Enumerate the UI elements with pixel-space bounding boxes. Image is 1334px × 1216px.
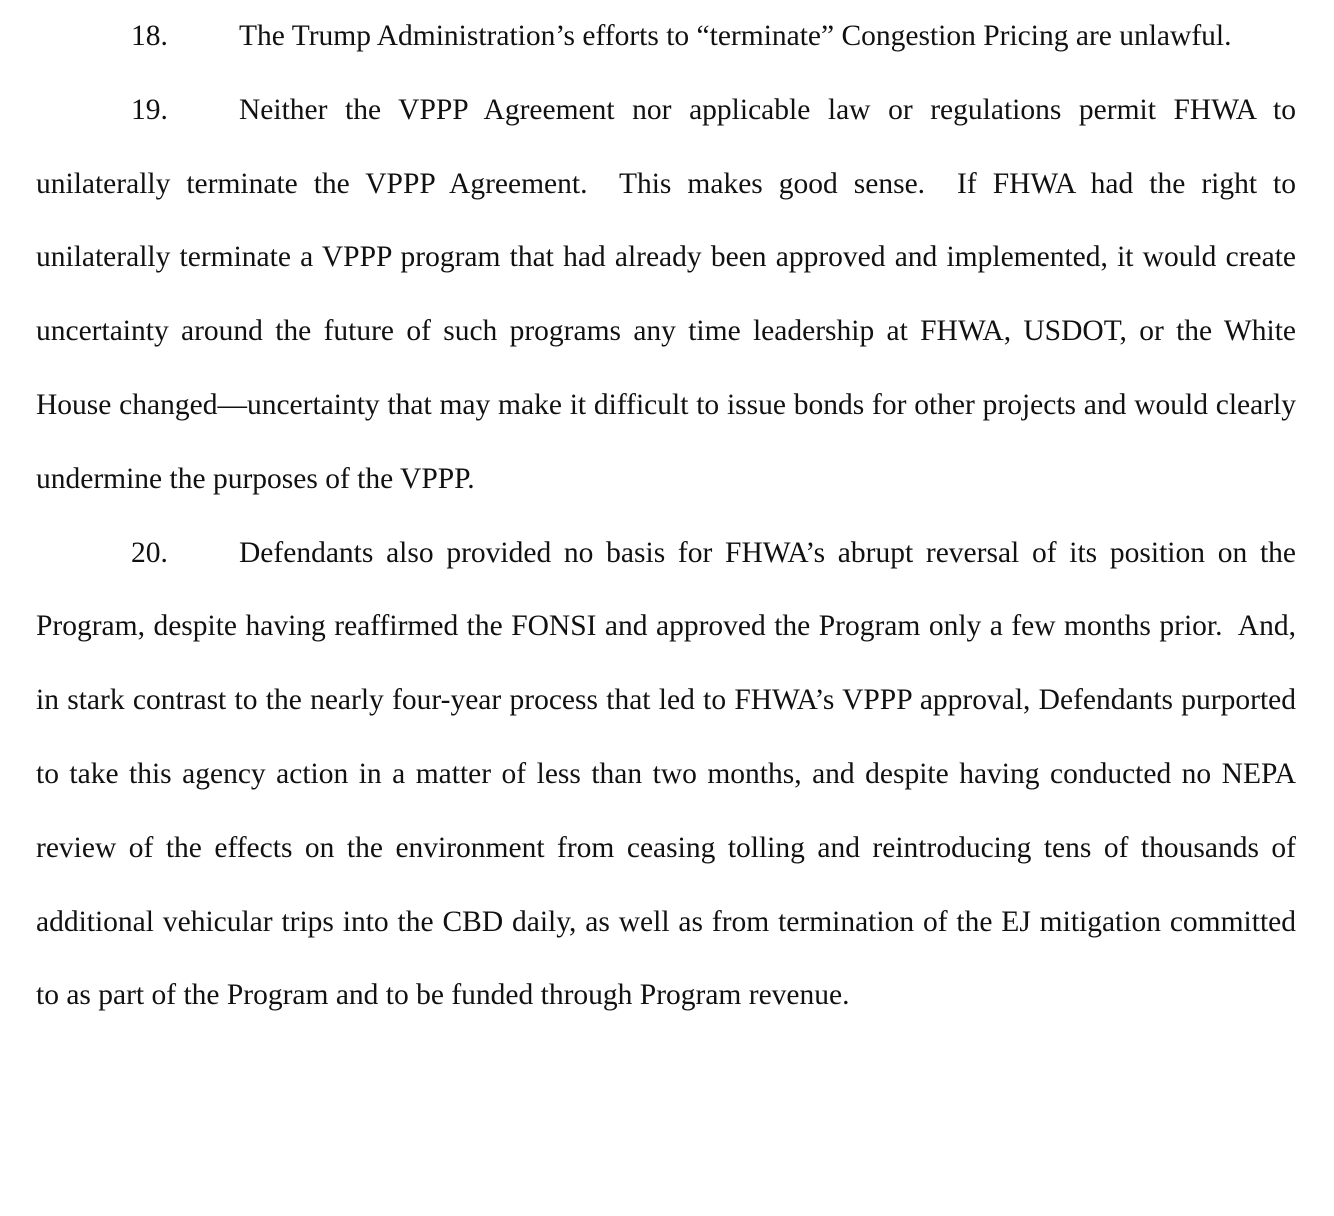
document-page: [36, 0, 1296, 1033]
paragraph-number: 20.: [131, 536, 168, 569]
paragraph-18: [36, 0, 1296, 74]
paragraph-text: The Trump Administration’s efforts to “terminate” Congestion Pricing are unlawful.: [239, 20, 1232, 52]
paragraph-text: Defendants also provided no basis for FHWA’s abrupt reversal of its position on the Program, despite having reaffirmed the FONSI and approved the Program only a few months prior. And, in stark contrast to the nearly four-year process that led to FHWA’s VPPP approval, Defendants purported to take this agency action in a matter of less than two months, and despite having conducted no NEPA review of the effects on the environment from ceasing tolling and reintroducing tens of thousands of additional vehicular trips into the CBD daily, as well as from termination of the EJ mitigation committed to as part of the Program and to be funded through Program revenue.: [36, 536, 1296, 1012]
paragraph-number: 18.: [131, 20, 168, 52]
paragraph-number: 19.: [131, 93, 168, 126]
paragraph-20: [36, 517, 1296, 1034]
paragraph-text: Neither the VPPP Agreement nor applicable law or regulations permit FHWA to unilaterally terminate the VPPP Agreement. This makes good sense. If FHWA had the right to unilaterally terminate a VPPP program that had already been approved and implemented, it would create uncertainty around the future of such programs any time leadership at FHWA, USDOT, or the White House changed—uncertainty that may make it difficult to issue bonds for other projects and would clearly undermine the purposes of the VPPP.: [36, 93, 1296, 495]
paragraph-19: [36, 74, 1296, 517]
